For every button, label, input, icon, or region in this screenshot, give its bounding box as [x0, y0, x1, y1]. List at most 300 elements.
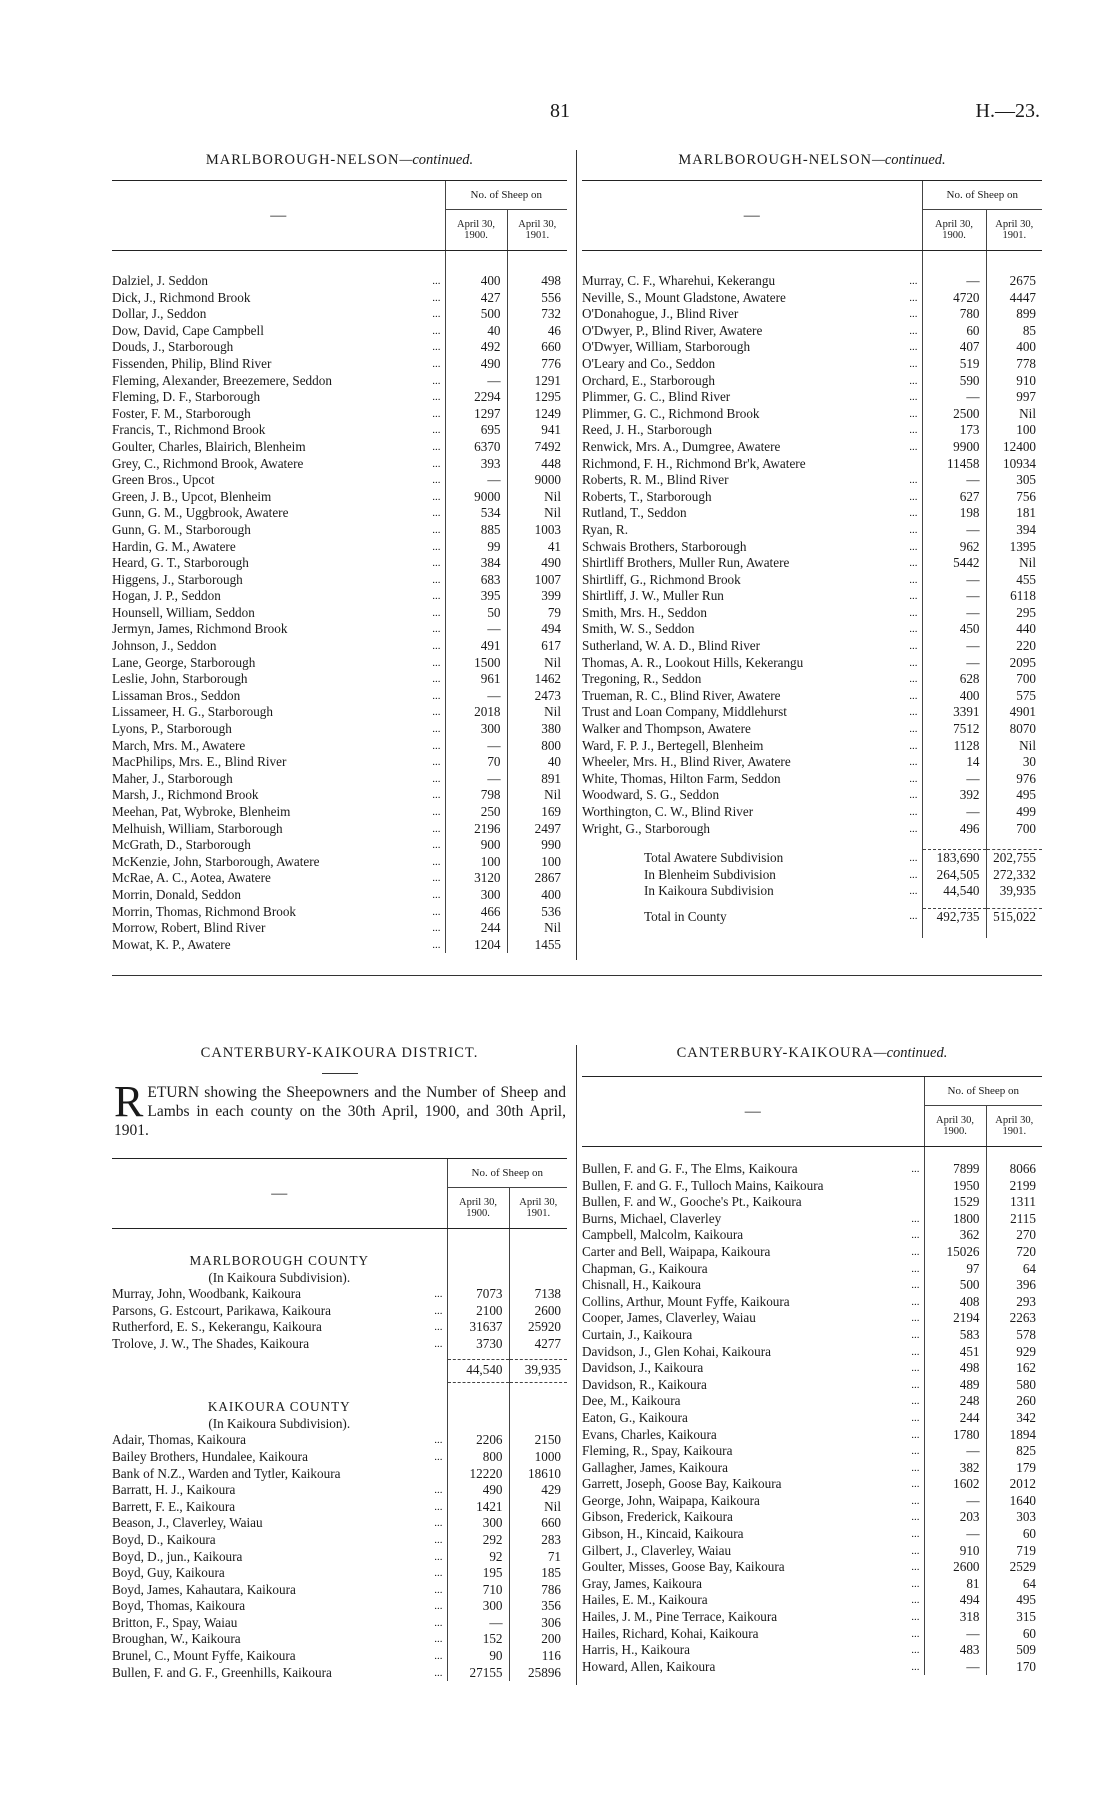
sheep-count-1901: 185: [509, 1565, 567, 1582]
empty-cell: [447, 1399, 509, 1416]
owner-name: [582, 821, 922, 838]
sheep-count-1900: 250: [445, 804, 507, 821]
leader-dots: ...: [909, 374, 918, 387]
sheep-count-1901: 2473: [507, 688, 567, 705]
sheep-count-1901: 162: [986, 1360, 1042, 1377]
leader-dots: ...: [909, 723, 918, 736]
sheep-count-1901: Nil: [509, 1499, 567, 1516]
leader-dots: ...: [911, 1528, 920, 1541]
subtotal-row: [582, 883, 1042, 900]
leader-dots: ...: [432, 308, 441, 321]
owner-name-text: McKenzie, John, Starborough, Awatere: [112, 853, 320, 869]
sheep-count-1900: 494: [924, 1592, 986, 1609]
table-row: [112, 572, 567, 589]
table-row: [582, 1609, 1042, 1626]
sheep-count-1901: 498: [507, 273, 567, 290]
column-header-1901: April 30, 1901.: [986, 1106, 1042, 1147]
sheep-count-1901: 776: [507, 356, 567, 373]
table-row: [582, 688, 1042, 705]
owner-name: [582, 505, 922, 522]
owner-name-text: Walker and Thompson, Awatere: [582, 721, 751, 737]
total-label-text: In Blenheim Subdivision: [644, 866, 776, 882]
table-row: [582, 1360, 1042, 1377]
table-row: [112, 1515, 567, 1532]
owner-name-text: Tregoning, R., Seddon: [582, 671, 702, 687]
leader-dots: ...: [909, 407, 918, 420]
total-label-text: Total in County: [644, 908, 727, 924]
spacer-cell: [582, 1147, 924, 1162]
leader-dots: ...: [909, 424, 918, 437]
empty-cell: [447, 1382, 509, 1399]
owner-name: [112, 1565, 447, 1582]
table-row: [582, 1393, 1042, 1410]
sheep-count-1901: 1003: [507, 522, 567, 539]
sheep-count-1901: 800: [507, 738, 567, 755]
sheep-count-1901: 1249: [507, 406, 567, 423]
leader-dots: ...: [432, 573, 441, 586]
owner-name: [582, 738, 922, 755]
county-subheading-text: (In Kaikoura Subdivision).: [208, 1415, 351, 1431]
sheep-count-1901: 18610: [509, 1466, 567, 1483]
owner-name: [112, 456, 445, 473]
sheep-count-1901: 169: [507, 804, 567, 821]
spacer-cell: [582, 251, 922, 274]
leader-dots: ...: [909, 822, 918, 835]
owner-name-text: Boyd, D., Kaikoura: [112, 1531, 216, 1547]
sheep-count-1900: 492: [445, 339, 507, 356]
owner-name-text: Barrett, F. E., Kaikoura: [112, 1498, 236, 1514]
leader-dots: ...: [909, 523, 918, 536]
section-title-canterbury-kaikoura-continued: [582, 1045, 1042, 1062]
table-row: [112, 505, 567, 522]
sheep-table-canterbury-kaikoura-continued: [582, 1076, 1042, 1675]
owner-name-text: Cooper, James, Claverley, Waiau: [582, 1310, 756, 1326]
table-row: [582, 572, 1042, 589]
owner-name-text: Burns, Michael, Claverley: [582, 1210, 722, 1226]
sheep-count-1901: 578: [986, 1327, 1042, 1344]
sheep-count-1900: —: [922, 605, 986, 622]
sheep-count-1900: 910: [924, 1543, 986, 1560]
blank-row-text: [112, 1382, 447, 1399]
owner-name: [112, 1466, 447, 1483]
column-header-1901: April 30, 1901.: [507, 210, 567, 251]
leader-dots: ...: [911, 1345, 920, 1358]
sheep-count-1901: 499: [986, 804, 1042, 821]
leader-dots: ...: [909, 772, 918, 785]
owner-name-text: Gilbert, J., Claverley, Waiau: [582, 1542, 732, 1558]
owner-name-text: Dee, M., Kaikoura: [582, 1393, 681, 1409]
table-row: [112, 688, 567, 705]
leader-dots: ...: [909, 440, 918, 453]
owner-name: [112, 937, 445, 954]
column-header-1901: April 30, 1901.: [509, 1188, 567, 1229]
empty-cell: [509, 1416, 567, 1433]
total-label: [582, 867, 922, 884]
return-intro: [114, 1077, 566, 1140]
owner-name-text: Hailes, J. M., Pine Terrace, Kaikoura: [582, 1609, 778, 1625]
county-heading-text: MARLBOROUGH COUNTY: [189, 1253, 370, 1268]
table-row: [582, 1559, 1042, 1576]
owner-name-text: Gray, James, Kaikoura: [582, 1575, 702, 1591]
county-subheading: [112, 1416, 567, 1433]
sheep-count-1900: —: [922, 572, 986, 589]
table-row: [582, 489, 1042, 506]
sheep-count-1900: 466: [445, 904, 507, 921]
table-row: [112, 887, 567, 904]
owner-name: [582, 1178, 924, 1195]
owner-name-text: March, Mrs. M., Awatere: [112, 737, 246, 753]
table-row: [112, 1286, 567, 1303]
sheep-count-1901: 64: [986, 1576, 1042, 1593]
table-row: [112, 605, 567, 622]
column-divider: [576, 1045, 577, 1685]
owner-name: [582, 1526, 924, 1543]
sheep-count-1900: 198: [922, 505, 986, 522]
table-row: [582, 1509, 1042, 1526]
section-divider: [112, 975, 1042, 976]
sheep-count-1900: 7512: [922, 721, 986, 738]
owner-name: [112, 1582, 447, 1599]
table-row: [112, 920, 567, 937]
total-1900: 492,735: [922, 908, 986, 925]
empty-cell: [509, 1249, 567, 1270]
leader-dots: ...: [432, 888, 441, 901]
owner-name-text: Bailey Brothers, Hundalee, Kaikoura: [112, 1448, 308, 1464]
spacer-cell: [986, 926, 1042, 938]
county-heading: [112, 1249, 567, 1270]
table-row: [582, 1327, 1042, 1344]
sheep-count-1901: 25920: [509, 1319, 567, 1336]
intro-text: ETURN showing the Sheepowners and the Number of Sheep and Lambs in each county on the 30th April, 1900, and 30th April, 1901.: [114, 1084, 566, 1139]
table-row: [112, 439, 567, 456]
leader-dots: ...: [909, 490, 918, 503]
owner-name: [112, 1648, 447, 1665]
sheep-count-1901: 2263: [986, 1310, 1042, 1327]
owner-name: [582, 1360, 924, 1377]
sheep-count-1901: 1462: [507, 671, 567, 688]
leader-dots: ...: [911, 1644, 920, 1657]
sheep-count-1900: 534: [445, 505, 507, 522]
leader-dots: ...: [909, 806, 918, 818]
sheep-count-1901: 394: [986, 522, 1042, 539]
spacer-row: [582, 1147, 1042, 1162]
sheep-count-1900: 710: [447, 1582, 509, 1599]
sheep-count-1900: 2600: [924, 1559, 986, 1576]
sheep-count-1901: 997: [986, 389, 1042, 406]
owner-name-text: Johnson, J., Seddon: [112, 638, 217, 654]
owner-name: [582, 1609, 924, 1626]
leader-dots: ...: [434, 1650, 443, 1663]
sheep-count-1901: 4277: [509, 1336, 567, 1353]
leader-dots: ...: [909, 540, 918, 553]
sheep-count-1900: 800: [447, 1449, 509, 1466]
owner-name: [582, 572, 922, 589]
owner-name-text: Orchard, E., Starborough: [582, 372, 715, 388]
owner-name: [582, 406, 922, 423]
sheep-count-1901: 495: [986, 1592, 1042, 1609]
sheep-count-1901: 429: [509, 1482, 567, 1499]
owner-name: [582, 655, 922, 672]
sheep-count-1901: 283: [509, 1532, 567, 1549]
owner-name-text: Gibson, H., Kincaid, Kaikoura: [582, 1526, 744, 1542]
sheep-count-1900: 92: [447, 1549, 509, 1566]
sheep-count-1901: 891: [507, 771, 567, 788]
total-1901: 39,935: [986, 883, 1042, 900]
owner-name: [582, 1410, 924, 1427]
owner-name-text: Bullen, F. and G. F., The Elms, Kaikoura: [582, 1161, 798, 1176]
owner-name-text: Smith, W. S., Seddon: [582, 621, 695, 637]
leader-dots: ...: [909, 275, 918, 287]
owner-name-text: Harris, H., Kaikoura: [582, 1642, 691, 1658]
leader-dots: ...: [432, 756, 441, 769]
spacer-cell: [112, 1229, 447, 1250]
sheep-count-1901: 2600: [509, 1303, 567, 1320]
sheep-count-1901: 315: [986, 1609, 1042, 1626]
sheep-count-1901: 1640: [986, 1493, 1042, 1510]
sheep-count-1900: 81: [924, 1576, 986, 1593]
leader-dots: ...: [434, 1616, 443, 1629]
sheep-table-marlborough-nelson-right: [582, 180, 1042, 938]
leader-dots: ...: [432, 789, 441, 802]
owner-name: [112, 422, 445, 439]
sheep-count-1900: 3120: [445, 870, 507, 887]
sheep-count-1901: 293: [986, 1294, 1042, 1311]
sheep-count-1901: 536: [507, 904, 567, 921]
table-row: [582, 1592, 1042, 1609]
sheep-count-1901: 170: [986, 1659, 1042, 1676]
sheep-count-1901: 2012: [986, 1476, 1042, 1493]
table-row: [582, 1476, 1042, 1493]
sheep-count-1901: 1311: [986, 1194, 1042, 1211]
owner-name: [582, 1344, 924, 1361]
spacer-cell: [447, 1229, 509, 1250]
leader-dots: ...: [432, 507, 441, 520]
owner-name: [582, 1543, 924, 1560]
owner-name: [582, 1576, 924, 1593]
owner-name-text: Green, J. B., Upcot, Blenheim: [112, 488, 272, 504]
owner-name-text: Hailes, E. M., Kaikoura: [582, 1592, 708, 1608]
leader-dots: ...: [911, 1378, 920, 1391]
sheep-count-1900: 1421: [447, 1499, 509, 1516]
spacer-cell: [924, 1147, 986, 1162]
leader-dots: ...: [432, 739, 441, 752]
table-row: [582, 1642, 1042, 1659]
sheep-count-1900: 683: [445, 572, 507, 589]
document-reference: H.—23.: [975, 100, 1040, 122]
sheep-count-1900: 4720: [922, 290, 986, 307]
sheep-count-1901: 356: [509, 1598, 567, 1615]
leader-dots: ...: [432, 474, 441, 487]
sheep-count-1901: 305: [986, 472, 1042, 489]
sheep-count-1900: 173: [922, 422, 986, 439]
leader-dots: ...: [434, 1600, 443, 1613]
table-row: [582, 638, 1042, 655]
section-title-marlborough-nelson-left: [112, 152, 567, 169]
leader-dots: ...: [434, 1517, 443, 1530]
owner-name-text: Shirtliff Brothers, Muller Run, Awatere: [582, 555, 790, 571]
sheep-count-1900: 583: [924, 1327, 986, 1344]
table-row: [112, 721, 567, 738]
section-title-text: MARLBOROUGH-NELSON: [678, 152, 872, 168]
county-subheading-text: (In Kaikoura Subdivision).: [208, 1269, 351, 1285]
sheep-count-1900: 203: [924, 1509, 986, 1526]
owner-name: [582, 1626, 924, 1643]
sheep-count-1900: —: [922, 273, 986, 290]
sheep-count-1900: 490: [447, 1482, 509, 1499]
table-row: [112, 1565, 567, 1582]
owner-name-text: Neville, S., Mount Gladstone, Awatere: [582, 289, 786, 305]
leader-dots: ...: [911, 1212, 920, 1225]
table-row: [112, 1549, 567, 1566]
table-row: [112, 1432, 567, 1449]
owner-name-text: Rutland, T., Seddon: [582, 505, 687, 521]
leader-dots: ...: [432, 540, 441, 553]
sheep-count-1901: 899: [986, 306, 1042, 323]
spacer-row: [582, 837, 1042, 850]
sheep-count-1901: 85: [986, 323, 1042, 340]
table-row: [582, 472, 1042, 489]
leader-dots: ...: [911, 1561, 920, 1574]
sheep-count-1901: 7492: [507, 439, 567, 456]
sheep-count-1900: 31637: [447, 1319, 509, 1336]
table-row: [582, 1261, 1042, 1278]
table-row: [582, 771, 1042, 788]
owner-name-text: Marsh, J., Richmond Brook: [112, 787, 259, 803]
owner-name: [582, 1211, 924, 1228]
owner-name: [112, 1286, 447, 1303]
sheep-count-1900: 427: [445, 290, 507, 307]
sheep-count-1900: 885: [445, 522, 507, 539]
table-row: [112, 821, 567, 838]
header-row: [582, 1077, 1042, 1106]
sheep-count-1900: 15026: [924, 1244, 986, 1261]
sheep-count-1901: 556: [507, 290, 567, 307]
leader-dots: ...: [434, 1288, 443, 1301]
spacer-row: [582, 251, 1042, 274]
owner-name: [112, 522, 445, 539]
spacer-cell: [922, 900, 986, 909]
leader-dots: ...: [432, 391, 441, 404]
owner-name-text: Worthington, C. W., Blind River: [582, 804, 754, 819]
leader-dots: ...: [434, 1567, 443, 1580]
sheep-count-1901: 12400: [986, 439, 1042, 456]
sheep-count-1900: 60: [922, 323, 986, 340]
county-total-row: [582, 908, 1042, 925]
table-row: [112, 1615, 567, 1632]
owner-name: [112, 290, 445, 307]
owner-name-text: Fleming, D. F., Starborough: [112, 389, 261, 405]
sheep-count-1900: —: [922, 389, 986, 406]
leader-dots: ...: [911, 1395, 920, 1408]
table-row: [112, 787, 567, 804]
owner-name-text: Beason, J., Claverley, Waiau: [112, 1515, 263, 1531]
owner-name: [112, 273, 445, 290]
owner-name-text: Lissaman Bros., Seddon: [112, 687, 241, 703]
subtotal-row: [582, 867, 1042, 884]
leader-dots: ...: [909, 756, 918, 769]
leader-dots: ...: [432, 357, 441, 370]
table-row: [582, 605, 1042, 622]
leader-dots: ...: [909, 885, 918, 898]
sheep-count-1901: 41: [507, 539, 567, 556]
table-row: [582, 290, 1042, 307]
sheep-count-1901: 700: [986, 821, 1042, 838]
owner-name: [112, 1499, 447, 1516]
owner-name-text: Murray, C. F., Wharehui, Kekerangu: [582, 273, 776, 288]
sheep-count-1901: 396: [986, 1277, 1042, 1294]
leader-dots: ...: [909, 868, 918, 881]
leader-dots: ...: [911, 1262, 920, 1275]
county-subtotal-row: [112, 1359, 567, 1382]
sheep-count-1900: —: [924, 1443, 986, 1460]
sheep-count-1900: 498: [924, 1360, 986, 1377]
owner-name: [112, 904, 445, 921]
sheep-count-1901: 2529: [986, 1559, 1042, 1576]
column-header-1900: April 30, 1900.: [447, 1188, 509, 1229]
sheep-count-1900: 450: [922, 621, 986, 638]
owner-name-text: Boyd, Thomas, Kaikoura: [112, 1598, 246, 1614]
section-title-text: CANTERBURY-KAIKOURA: [676, 1045, 874, 1061]
sheep-count-1901: 910: [986, 373, 1042, 390]
owner-name-text: McGrath, D., Starborough: [112, 837, 251, 853]
sheep-count-1901: 1007: [507, 572, 567, 589]
owner-name: [112, 588, 445, 605]
sheep-count-1901: 660: [509, 1515, 567, 1532]
table-row: [112, 522, 567, 539]
table-row: [582, 1178, 1042, 1195]
owner-name: [112, 1549, 447, 1566]
owner-name-text: Sutherland, W. A. D., Blind River: [582, 638, 761, 654]
owner-name-text: Hounsell, William, Seddon: [112, 604, 255, 620]
table-row: [112, 373, 567, 390]
section-title-marlborough-nelson-right: [582, 152, 1042, 169]
owner-name-text: Hailes, Richard, Kohai, Kaikoura: [582, 1625, 759, 1641]
leader-dots: ...: [909, 557, 918, 570]
sheep-count-1901: 260: [986, 1393, 1042, 1410]
header-row: [112, 1159, 567, 1188]
owner-name: [582, 356, 922, 373]
owner-name-text: Fleming, Alexander, Breezemere, Seddon: [112, 372, 332, 388]
table-row: [112, 937, 567, 954]
owner-name: [582, 1227, 924, 1244]
sheep-count-1900: 490: [445, 356, 507, 373]
leader-dots: ...: [432, 723, 441, 736]
sheep-count-1901: 580: [986, 1377, 1042, 1394]
owner-name-text: Trolove, J. W., The Shades, Kaikoura: [112, 1335, 310, 1351]
leader-dots: ...: [909, 689, 918, 702]
leader-dots: ...: [909, 308, 918, 321]
section-title-suffix: —continued.: [871, 152, 946, 168]
sheep-count-1901: 786: [509, 1582, 567, 1599]
owner-name: [112, 373, 445, 390]
table-row: [112, 1449, 567, 1466]
district-title: CANTERBURY-KAIKOURA DISTRICT.: [200, 1045, 479, 1061]
owner-name: [112, 787, 445, 804]
sheep-count-1900: 3730: [447, 1336, 509, 1353]
leader-dots: ...: [432, 590, 441, 603]
blank-row: [112, 1382, 567, 1399]
spacer-cell: [986, 900, 1042, 909]
owner-name: [112, 406, 445, 423]
spacer-cell: [986, 1147, 1042, 1162]
owner-name-text: Green Bros., Upcot: [112, 472, 215, 488]
owner-name: [582, 721, 922, 738]
leader-dots: ...: [909, 324, 918, 337]
sheep-count-1900: 496: [922, 821, 986, 838]
owner-name-text: Dalziel, J. Seddon: [112, 273, 208, 288]
sheep-count-1901: 490: [507, 555, 567, 572]
owner-name: [582, 1460, 924, 1477]
